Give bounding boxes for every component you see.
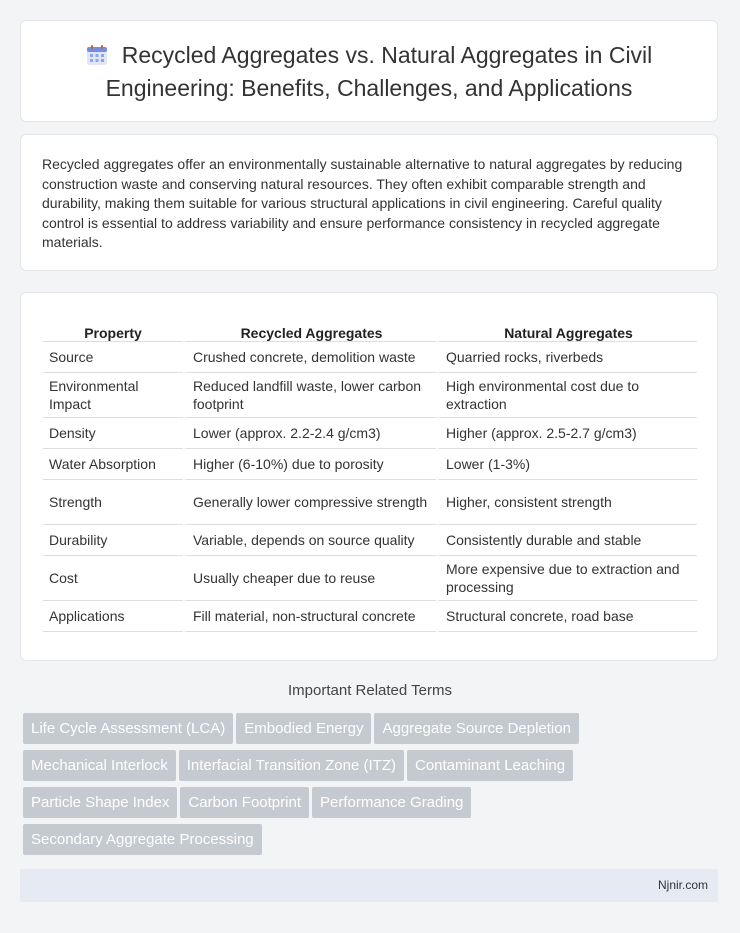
table-cell: Fill material, non-structural concrete: [183, 601, 436, 632]
table-cell: Variable, depends on source quality: [183, 525, 436, 556]
table-header-row: [43, 313, 697, 342]
table-cell: Strength: [43, 480, 183, 525]
table-cell: Water Absorption: [43, 449, 183, 480]
intro-paragraph: Recycled aggregates offer an environmentally sustainable alternative to natural aggregates by reducing construction waste and conserving natural resources. They often exhibit comparable strength and durability, making them suitable for various structural applications in civil engineering. Careful quality control is essential to address variability and ensure performance consistency in recycled aggregate materials.: [42, 156, 683, 251]
footer: [20, 869, 718, 902]
page-title-text: Recycled Aggregates vs. Natural Aggregates in Civil Engineering: Benefits, Challenges, and Applications: [105, 41, 653, 101]
related-term-tag[interactable]: Mechanical Interlock: [23, 750, 176, 781]
table-cell: Density: [43, 418, 183, 449]
related-term-tag[interactable]: Carbon Footprint: [180, 787, 309, 818]
table-cell: Environmental Impact: [43, 373, 183, 418]
table-cell: Higher (6-10%) due to porosity: [183, 449, 436, 480]
table-row: [43, 449, 697, 480]
header-property: Property: [43, 313, 183, 342]
table-cell: Usually cheaper due to reuse: [183, 556, 436, 601]
comparison-card: [20, 292, 718, 661]
table-row: [43, 373, 697, 418]
header-natural: Natural Aggregates: [436, 313, 697, 342]
calendar-icon: [86, 43, 108, 73]
table-cell: Higher (approx. 2.5-2.7 g/cm3): [436, 418, 697, 449]
table-cell: Higher, consistent strength: [436, 480, 697, 525]
table-cell: High environmental cost due to extraction: [436, 373, 697, 418]
related-term-tag[interactable]: Aggregate Source Depletion: [374, 713, 578, 744]
table-row: [43, 525, 697, 556]
table-cell: Lower (1-3%): [436, 449, 697, 480]
table-row: [43, 480, 697, 525]
related-term-tag[interactable]: Embodied Energy: [236, 713, 371, 744]
title-card: [20, 20, 718, 122]
table-cell: Cost: [43, 556, 183, 601]
intro-card: [20, 134, 718, 271]
table-cell: Quarried rocks, riverbeds: [436, 342, 697, 373]
table-cell: Reduced landfill waste, lower carbon footprint: [183, 373, 436, 418]
footer-site[interactable]: Njnir.com: [657, 878, 708, 892]
table-row: [43, 556, 697, 601]
page-title: [49, 40, 689, 103]
comparison-table: [43, 313, 697, 632]
table-cell: Structural concrete, road base: [436, 601, 697, 632]
table-cell: Crushed concrete, demolition waste: [183, 342, 436, 373]
related-term-tag[interactable]: Contaminant Leaching: [407, 750, 573, 781]
related-term-tag[interactable]: Performance Grading: [312, 787, 471, 818]
table-cell: More expensive due to extraction and processing: [436, 556, 697, 601]
related-term-tag[interactable]: Particle Shape Index: [23, 787, 177, 818]
table-cell: Durability: [43, 525, 183, 556]
table-row: [43, 601, 697, 632]
table-cell: Applications: [43, 601, 183, 632]
related-terms-title: Important Related Terms: [288, 682, 452, 699]
table-row: [43, 342, 697, 373]
related-term-tag[interactable]: Secondary Aggregate Processing: [23, 824, 262, 855]
related-term-tag[interactable]: Interfacial Transition Zone (ITZ): [179, 750, 404, 781]
related-terms-list: [23, 713, 683, 861]
table-row: [43, 418, 697, 449]
header-recycled: Recycled Aggregates: [183, 313, 436, 342]
table-cell: Source: [43, 342, 183, 373]
table-cell: Generally lower compressive strength: [183, 480, 436, 525]
table-cell: Lower (approx. 2.2-2.4 g/cm3): [183, 418, 436, 449]
table-cell: Consistently durable and stable: [436, 525, 697, 556]
related-term-tag[interactable]: Life Cycle Assessment (LCA): [23, 713, 233, 744]
